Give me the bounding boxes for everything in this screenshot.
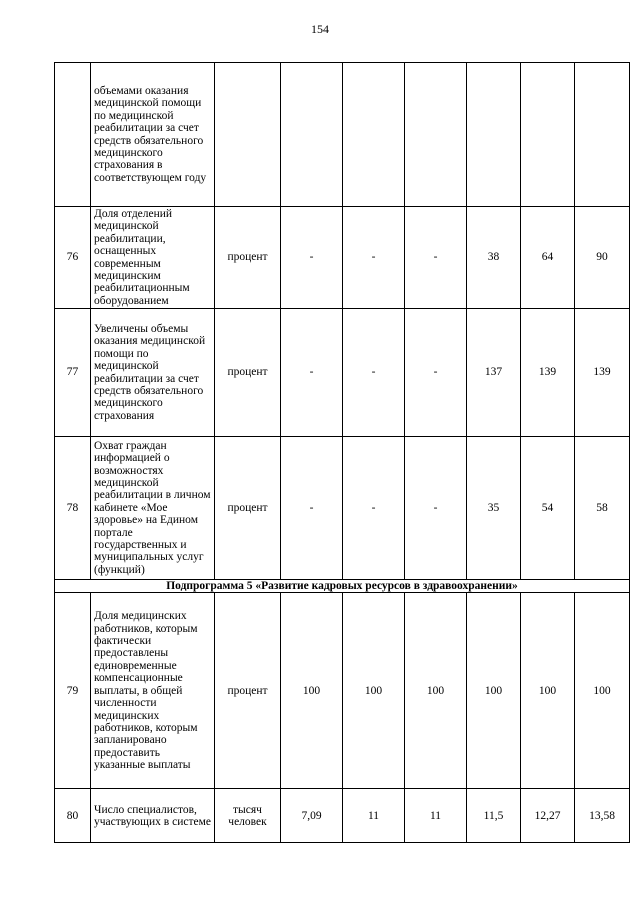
- table-row: [55, 789, 630, 843]
- unit-cell: [215, 63, 281, 207]
- table-row: [55, 309, 630, 437]
- value-cell: -: [343, 437, 405, 580]
- value-cell: -: [281, 309, 343, 437]
- value-cell: 35: [467, 437, 521, 580]
- indicator-name: Доля отделений медицинской реабилитации, оснащенных современным медицинским реабилитационным оборудованием: [91, 207, 215, 309]
- indicators-table: [54, 62, 630, 843]
- indicator-name: объемами оказания медицинской помощи по медицинской реабилитации за счет средств обязательного медицинского страхования в соответствующем году: [91, 63, 215, 207]
- value-cell: -: [405, 207, 467, 309]
- indicator-name: Охват граждан информацией о возможностях медицинской реабилитации в личном кабинете «Мое здоровье» на Едином портале государственных и муниципальных услуг (функций): [91, 437, 215, 580]
- value-cell: 100: [467, 593, 521, 789]
- page-number: 154: [311, 22, 329, 36]
- value-cell: -: [405, 437, 467, 580]
- value-cell: 11,5: [467, 789, 521, 843]
- unit-cell: тысяч человек: [215, 789, 281, 843]
- unit-cell: процент: [215, 309, 281, 437]
- table-row: [55, 437, 630, 580]
- row-number: 78: [55, 437, 91, 580]
- value-cell: 100: [281, 593, 343, 789]
- value-cell: 64: [521, 207, 575, 309]
- value-cell: 11: [405, 789, 467, 843]
- value-cell: 100: [521, 593, 575, 789]
- table-row: [55, 593, 630, 789]
- value-cell: 12,27: [521, 789, 575, 843]
- value-cell: -: [343, 309, 405, 437]
- value-cell: [521, 63, 575, 207]
- value-cell: 54: [521, 437, 575, 580]
- table-row: [55, 207, 630, 309]
- value-cell: -: [405, 309, 467, 437]
- indicator-name: Увеличены объемы оказания медицинской помощи по медицинской реабилитации за счет средств обязательного медицинского страхования: [91, 309, 215, 437]
- value-cell: 38: [467, 207, 521, 309]
- row-number: [55, 63, 91, 207]
- value-cell: 7,09: [281, 789, 343, 843]
- row-number: 76: [55, 207, 91, 309]
- value-cell: 100: [405, 593, 467, 789]
- unit-cell: процент: [215, 593, 281, 789]
- value-cell: 100: [575, 593, 630, 789]
- value-cell: 58: [575, 437, 630, 580]
- value-cell: [467, 63, 521, 207]
- value-cell: 139: [521, 309, 575, 437]
- indicator-name: Доля медицинских работников, которым фактически предоставлены единовременные компенсационные выплаты, в общей численности медицинских работников, которым запланировано предоставить указанные выплаты: [91, 593, 215, 789]
- value-cell: 13,58: [575, 789, 630, 843]
- value-cell: -: [343, 207, 405, 309]
- unit-cell: процент: [215, 207, 281, 309]
- value-cell: 137: [467, 309, 521, 437]
- section-title: Подпрограмма 5 «Развитие кадровых ресурсов в здравоохранении»: [55, 580, 630, 593]
- value-cell: -: [281, 207, 343, 309]
- row-number: 77: [55, 309, 91, 437]
- indicator-name: Число специалистов, участвующих в системе: [91, 789, 215, 843]
- value-cell: 100: [343, 593, 405, 789]
- value-cell: [343, 63, 405, 207]
- row-number: 80: [55, 789, 91, 843]
- value-cell: [575, 63, 630, 207]
- value-cell: -: [281, 437, 343, 580]
- value-cell: 139: [575, 309, 630, 437]
- row-number: 79: [55, 593, 91, 789]
- section-header-row: [55, 580, 630, 593]
- value-cell: 11: [343, 789, 405, 843]
- value-cell: 90: [575, 207, 630, 309]
- value-cell: [405, 63, 467, 207]
- value-cell: [281, 63, 343, 207]
- table-row: [55, 63, 630, 207]
- unit-cell: процент: [215, 437, 281, 580]
